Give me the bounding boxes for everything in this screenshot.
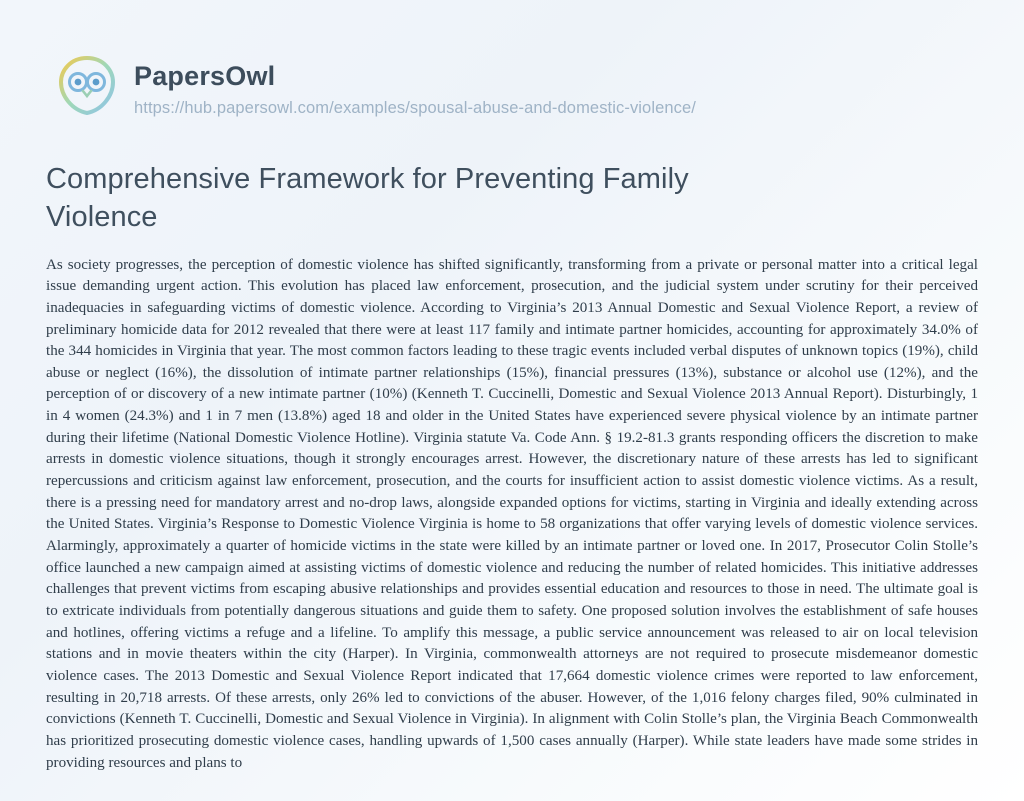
site-header — [46, 0, 978, 118]
owl-logo-icon — [54, 52, 120, 118]
source-url[interactable]: https://hub.papersowl.com/examples/spousal-abuse-and-domestic-violence/ — [134, 98, 696, 117]
page-title: Comprehensive Framework for Preventing Family Violence — [46, 163, 689, 234]
brand-block — [134, 52, 696, 118]
document-body: As society progresses, the perception of domestic violence has shifted significantly, transforming from a private or personal matter into a critical legal issue demanding urgent action. This evolution has placed law enforcement, prosecution, and the judicial system under scrutiny for their perceived inadequacies in safeguarding victims of domestic violence. According to Virginia’s 2013 Annual Domestic and Sexual Violence Report, a review of preliminary homicide data for 2012 revealed that there were at least 117 family and intimate partner homicides, accounting for approximately 34.0% of the 344 homicides in Virginia that year. The most common factors leading to these tragic events included verbal disputes of unknown topics (19%), child abuse or neglect (16%), the dissolution of intimate partner relationships (15%), financial pressures (13%), substance or alcohol use (12%), and the perception of or discovery of a new intimate partner (10%) (Kenneth T. Cuccinelli, Domestic and Sexual Violence 2013 Annual Report). Disturbingly, 1 in 4 women (24.3%) and 1 in 7 men (13.8%) aged 18 and older in the United States have experienced severe physical violence by an intimate partner during their lifetime (National Domestic Violence Hotline). Virginia statute Va. Code Ann. § 19.2-81.3 grants responding officers the discretion to make arrests in domestic violence situations, though it strongly encourages arrest. However, the discretionary nature of these arrests has led to significant repercussions and criticism against law enforcement, prosecution, and the courts for insufficient action to assist domestic violence victims. As a result, there is a pressing need for mandatory arrest and no-drop laws, alongside expanded options for victims, starting in Virginia and ideally extending across the United States. Virginia’s Response to Domestic Violence Virginia is home to 58 organizations that offer varying levels of domestic violence services. Alarmingly, approximately a quarter of homicide victims in the state were killed by an intimate partner or loved one. In 2017, Prosecutor Colin Stolle’s office launched a new campaign aimed at assisting victims of domestic violence and reducing the number of related homicides. This initiative addresses challenges that prevent victims from escaping abusive relationships and provides essential education and resources to those in need. The ultimate goal is to extricate individuals from potentially dangerous situations and guide them to safety. One proposed solution involves the establishment of safe houses and hotlines, offering victims a refuge and a lifeline. To amplify this message, a public service announcement was released to air on local television stations and in movie theaters within the city (Harper). In Virginia, commonwealth attorneys are not required to prosecute misdemeanor domestic violence cases. The 2013 Domestic and Sexual Violence Report indicated that 17,664 domestic violence crimes were reported to law enforcement, resulting in 20,718 arrests. Of these arrests, only 26% led to convictions of the abuser. However, of the 1,016 felony charges filed, 90% culminated in convictions (Kenneth T. Cuccinelli, Domestic and Sexual Violence in Virginia). In alignment with Colin Stolle’s plan, the Virginia Beach Commonwealth has prioritized prosecuting domestic violence cases, handling upwards of 1,500 cases annually (Harper). While state leaders have made some strides in providing resources and plans to — [46, 256, 978, 771]
brand-name: PapersOwl — [134, 61, 276, 91]
